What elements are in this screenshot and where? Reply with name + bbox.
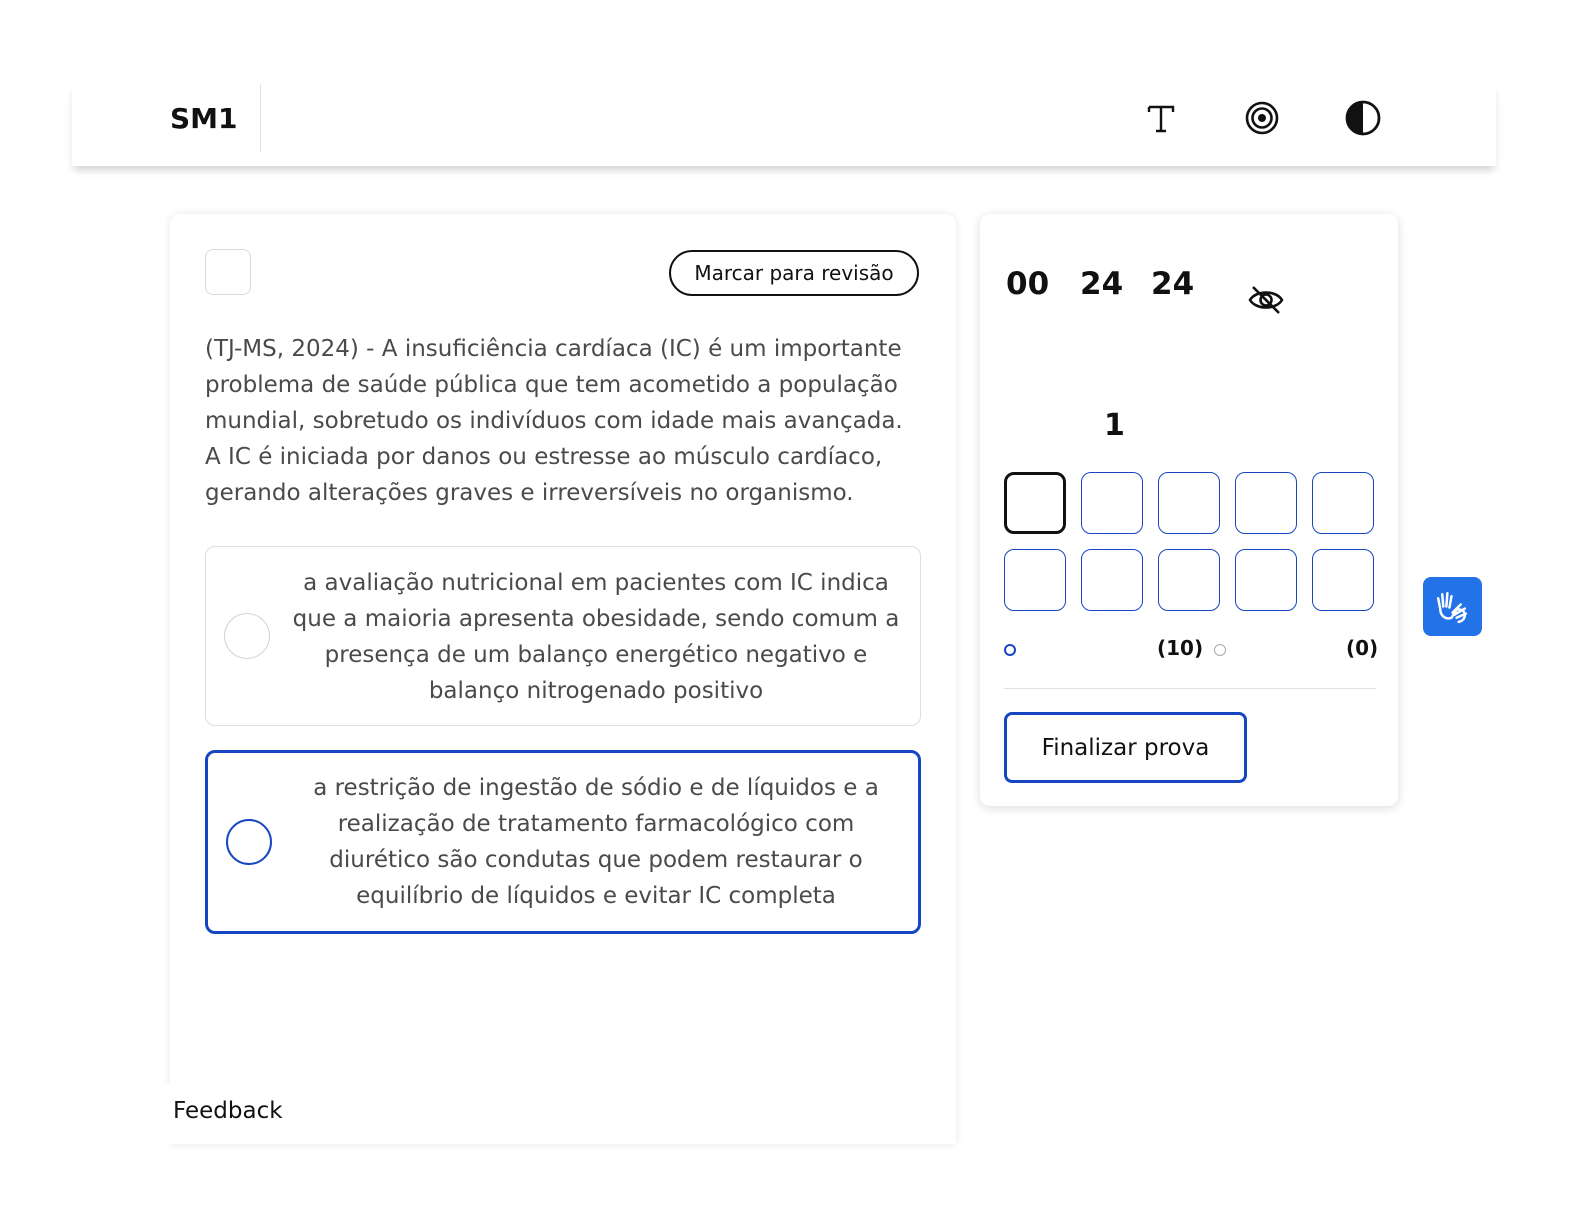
legend-answered-dot <box>1214 644 1226 656</box>
question-nav-cell[interactable] <box>1081 549 1143 611</box>
top-header <box>72 84 1496 166</box>
question-nav-cell[interactable] <box>1081 472 1143 534</box>
answer-option-a[interactable] <box>205 546 921 726</box>
current-question-number: 1 <box>1104 408 1125 443</box>
header-divider <box>260 84 261 152</box>
question-nav-cell[interactable] <box>1158 472 1220 534</box>
question-navigator-grid <box>1004 472 1376 611</box>
contrast-icon[interactable] <box>1343 98 1383 138</box>
question-checkbox[interactable] <box>205 249 251 295</box>
mark-for-review-button[interactable]: Marcar para revisão <box>669 250 919 296</box>
legend-pending-dot <box>1004 644 1016 656</box>
timer-minutes: 24 <box>1080 266 1124 302</box>
finish-exam-button[interactable]: Finalizar prova <box>1004 712 1247 783</box>
timer-seconds: 24 <box>1151 266 1195 302</box>
question-nav-cell[interactable] <box>1004 472 1066 534</box>
exam-side-panel <box>980 214 1398 806</box>
question-card <box>170 214 956 1144</box>
question-text: (TJ-MS, 2024) - A insuficiência cardíaca (IC) é um importante problema de saúde pública que tem acometido a população mundial, sobretudo os indivíduos com idade mais avançada. A IC é iniciada por danos ou estresse ao músculo cardíaco, gerando alterações graves e irreversíveis no organismo. <box>205 336 903 506</box>
feedback-bar <box>0 1084 340 1144</box>
question-nav-cell[interactable] <box>1312 549 1374 611</box>
timer-hours: 00 <box>1006 266 1050 302</box>
question-nav-cell[interactable] <box>1004 549 1066 611</box>
question-nav-cell[interactable] <box>1158 549 1220 611</box>
answer-option-b[interactable] <box>205 750 921 934</box>
question-nav-cell[interactable] <box>1235 549 1297 611</box>
legend-pending-count: (10) <box>1157 636 1204 660</box>
hide-timer-eye-off-icon[interactable] <box>1246 280 1286 320</box>
sign-language-hands-icon[interactable] <box>1423 577 1482 636</box>
legend-answered-count: (0) <box>1346 636 1379 660</box>
feedback-link[interactable]: Feedback <box>173 1098 283 1124</box>
panel-divider <box>1004 688 1376 689</box>
brand-logo-text: SM1 <box>170 102 238 135</box>
font-size-icon[interactable] <box>1141 98 1181 138</box>
question-nav-cell[interactable] <box>1235 472 1297 534</box>
option-b-radio[interactable] <box>226 819 272 865</box>
option-b-text: a restrição de ingestão de sódio e de líquidos e a realização de tratamento farmacológico com diurético são condutas que podem restaurar o equilíbrio de líquidos e evitar IC completa <box>313 775 879 909</box>
option-a-text: a avaliação nutricional em pacientes com IC indica que a maioria apresenta obesidade, sendo comum a presença de um balanço energético negativo e balanço nitrogenado positivo <box>292 570 900 704</box>
option-a-radio[interactable] <box>224 613 270 659</box>
target-icon[interactable] <box>1242 98 1282 138</box>
question-nav-cell[interactable] <box>1312 472 1374 534</box>
